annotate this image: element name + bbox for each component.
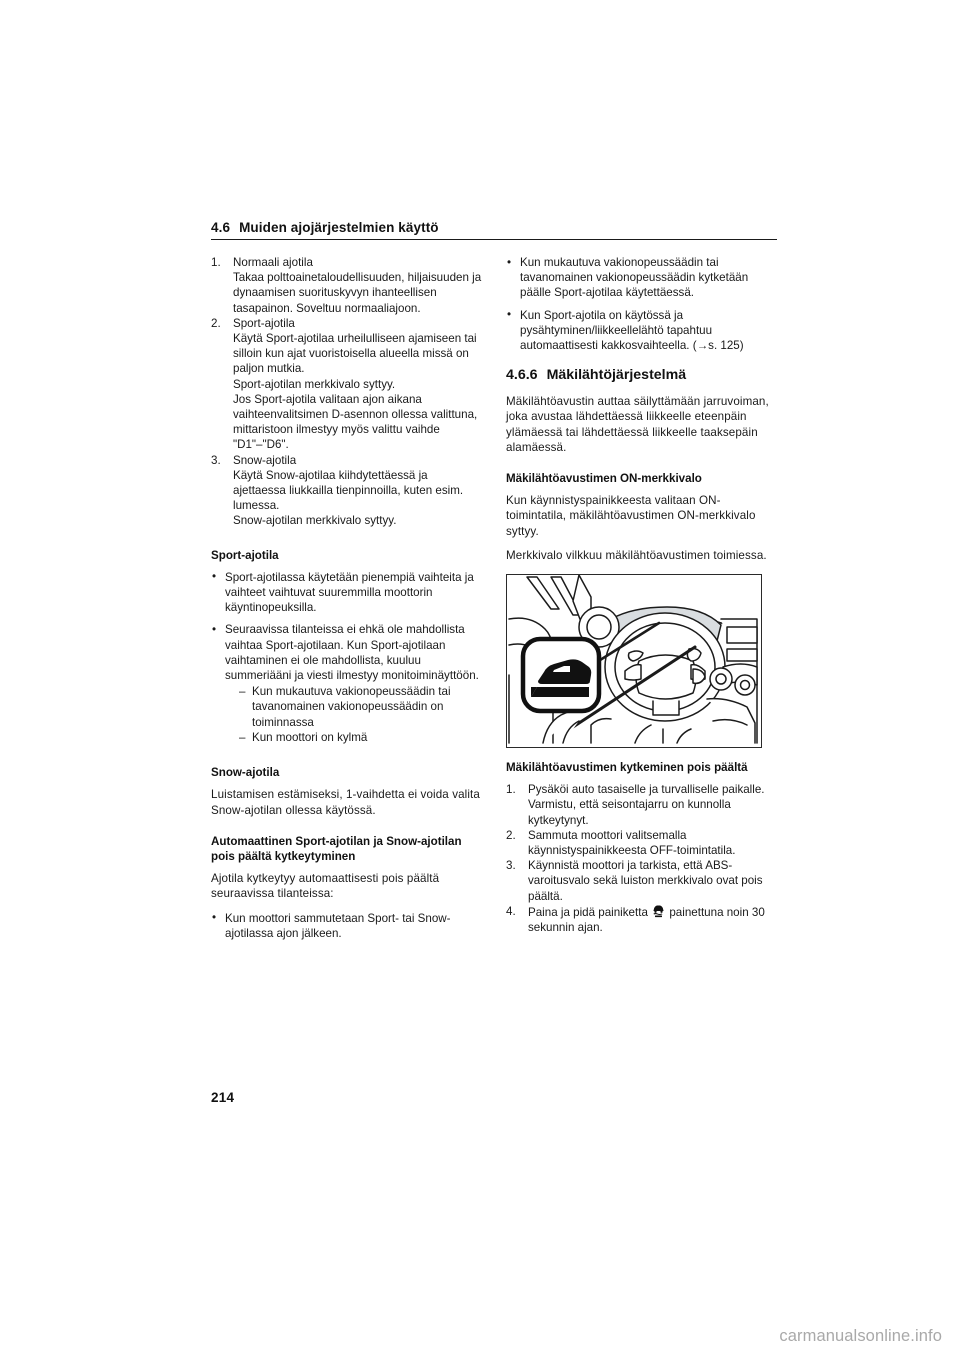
bullet-icon: • [507,255,512,269]
content-columns [211,255,777,950]
list-item [211,316,482,453]
auto-off-paragraph: Ajotila kytkeytyy automaattisesti pois päältä seuraavissa tilanteissa: [211,872,440,901]
running-head-number: 4.6 [211,220,231,235]
disable-hill-assist-steps [506,782,777,935]
bullet-text: Seuraavissa tilanteissa ei ehkä ole mahdollista vaihtaa Sport-ajotilaan. Kun Sport-ajotilaan vaihtaminen ei ole mahdollista, kuuluu summeriääni ja viesti ilmestyy monitoiminäyttöön. [225,623,479,683]
list-item [211,911,482,941]
running-head [211,220,777,240]
dash-icon: – [239,685,246,699]
list-item [211,255,482,316]
bullet-icon: • [212,570,217,584]
step-note: Varmistu, että seisontajarru on kunnolla kytkeytynyt. [528,798,731,827]
snow-mode-heading: Snow-ajotila [211,766,280,780]
step-text [528,904,777,935]
mode-paragraph: Jos Sport-ajotila valitaan ajon aikana vaihteenvalitsimen D-asennon ollessa valittuna, mittaristoon ilmestyy myös valittu vaihde "D1"–"D6". [233,392,478,452]
site-watermark: carmanualsonline.info [779,1327,942,1345]
list-marker: 3. [506,859,516,873]
left-column [211,255,482,950]
running-head-title: Muiden ajojärjestelmien käyttö [239,220,439,235]
list-marker: 3. [211,453,221,467]
list-item [211,570,482,616]
spacer [211,754,482,765]
step-text: Pysäköi auto tasaiselle ja turvalliselle paikalle. [528,783,765,797]
mode-title: Sport-ajotila [233,316,295,330]
list-item [506,858,777,904]
step-text: Sammuta moottori valitsemalla käynnistyspainikkeesta OFF-toimintatila. [528,828,736,858]
sub-bullet-text: Kun mukautuva vakionopeussäädin tai tavanomainen vakionopeussäädin on toiminnassa [252,685,451,729]
spacer [211,537,482,548]
list-item [506,308,777,354]
list-item [506,828,777,858]
bullet-icon: • [212,622,217,636]
disable-hill-assist-heading: Mäkilähtöavustimen kytkeminen pois päältä [506,761,748,775]
section-title: Mäkilähtöjärjestelmä [546,367,687,384]
list-item [506,904,777,935]
sub-bullet-text: Kun moottori on kylmä [252,730,368,744]
mode-paragraph: Sport-ajotilan merkkivalo syttyy. [233,377,396,391]
page-number: 214 [211,1090,235,1105]
drive-modes-list [211,255,482,529]
spacer [506,464,777,471]
bullet-icon: • [507,308,512,322]
list-marker: 2. [211,316,221,330]
bullet-text: Kun moottori sammutetaan Sport- tai Snow-ajotilassa ajon jälkeen. [225,911,451,940]
list-marker: 1. [211,256,221,269]
sport-mode-sub-bullets [225,684,482,745]
bullet-icon: • [212,911,217,925]
list-item [506,782,777,828]
traction-control-off-icon [652,904,665,918]
auto-off-bullets [211,911,482,941]
right-column [506,255,777,950]
mode-paragraph: Takaa polttoainetaloudellisuuden, hiljaisuuden ja dynaamisen suorituskyvyn ihanteellisen tasapainon. Soveltuu normaaliajoon. [233,271,482,315]
running-head-rule [211,239,777,240]
hill-assist-intro: Mäkilähtöavustin auttaa säilyttämään jarruvoiman, joka avustaa lähdettäessä liikkeelle eteenpäin ylämäessä tai lähdettäessä liikkeelle taaksepäin alamäessä. [506,395,769,454]
step-text: Käynnistä moottori ja tarkista, että ABS-varoitusvalo sekä luiston merkkivalo ovat pois päältä. [528,859,763,903]
list-item [239,730,482,745]
list-item [506,255,777,301]
list-item [239,684,482,730]
on-indicator-paragraph: Merkkivalo vilkkuu mäkilähtöavustimen toimiessa. [506,548,767,562]
sport-mode-heading: Sport-ajotila [211,548,279,562]
bullet-text: Kun Sport-ajotila on käytössä ja pysähtyminen/liikkeellelähtö tapahtuu automaattisesti kakkosvaihteella. (→s. 125) [520,308,744,353]
mode-paragraph: Käytä Sport-ajotilaa urheilulliseen ajamiseen tai silloin kun ajat vuoristoisella alueella missä on paljon mutkia. [233,332,477,376]
list-item [211,453,482,529]
on-indicator-heading: Mäkilähtöavustimen ON-merkkivalo [506,472,702,486]
bullet-text: Sport-ajotilassa käytetään pienempiä vaihteita ja vaihteet vaihtuvat suuremmilla moottorin käyntinopeuksilla. [225,570,474,615]
section-heading [506,366,777,385]
sport-mode-bullets [211,570,482,745]
mode-title: Normaali ajotila [233,256,313,269]
step-text-before-icon: Paina ja pidä painiketta [528,905,648,919]
running-head-line [211,220,777,238]
section-number: 4.6.6 [506,367,538,384]
mode-paragraph: Snow-ajotilan merkkivalo syttyy. [233,514,397,528]
mode-title: Snow-ajotila [233,453,297,467]
list-marker: 4. [506,904,516,918]
dash-icon: – [239,730,246,744]
dashboard-steering-wheel-illustration [506,574,762,748]
step-text-after-icon: painettuna noin 30 sekunnin ajan. [528,905,765,935]
list-item [211,622,482,745]
snow-mode-paragraph: Luistamisen estämiseksi, 1-vaihdetta ei voida valita Snow-ajotilan ollessa käytössä. [211,788,480,817]
bullet-text: Kun mukautuva vakionopeussäädin tai tavanomainen vakionopeussäädin kytketään päälle Sport-ajotilaa käytettäessä. [520,256,749,300]
on-indicator-paragraph: Kun käynnistyspainikkeesta valitaan ON-toimintatila, mäkilähtöavustimen ON-merkkivalo syttyy. [506,494,756,538]
auto-off-heading: Automaattinen Sport-ajotilan ja Snow-ajotilan pois päältä kytkeytyminen [211,834,462,863]
list-marker: 2. [506,828,516,842]
spacer [211,827,482,834]
mode-paragraph: Käytä Snow-ajotilaa kiihdytettäessä ja ajettaessa liukkailla tienpinnoilla, kuten esim. lumessa. [233,468,464,513]
sport-mode-continued-bullets [506,255,777,353]
list-marker: 1. [506,783,516,797]
